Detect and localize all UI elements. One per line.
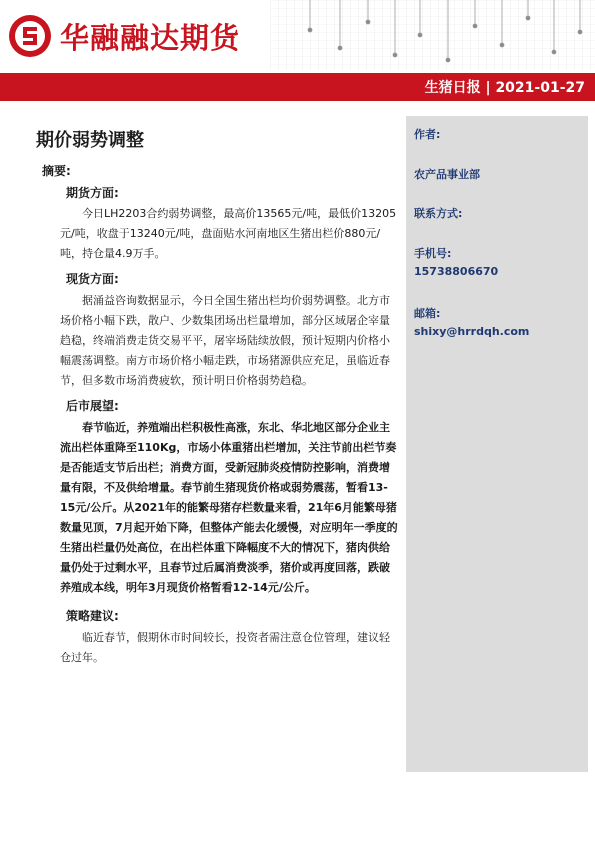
futures-heading: 期货方面:	[66, 186, 119, 200]
page-title: 期价弱势调整	[36, 130, 144, 151]
spot-heading: 现货方面:	[66, 272, 119, 286]
email-address[interactable]: shixy@hrrdqh.com	[414, 325, 530, 338]
company-logo-icon	[8, 14, 52, 58]
phone-number: 15738806670	[414, 265, 499, 278]
summary-label: 摘要:	[42, 164, 71, 178]
department: 农产品事业部	[414, 168, 480, 181]
outlook-heading: 后市展望:	[66, 399, 119, 413]
outlook-paragraph: 春节临近，养殖端出栏积极性高涨，东北、华北地区部分企业主流出栏体重降至110Kg，市场小体重猪出栏增加，关注节前出栏节奏是否能适支节后出栏；消费方面，受新冠肺炎疫情防控影响，消费增量有限，不及供给增量。春节前生猪现货价格或弱势震荡，暂看13-15元/公斤。从2021年的能繁母猪存栏数量来看，21年6月能繁母猪数量见顶，7月起开始下降，但整体产能去化缓慢，对应明年一季度的生猪出栏量仍处高位，在出栏体重下降幅度不大的情况下，猪肉供给量仍处于过剩水平，且春节过后属消费淡季，猪价或再度回落，跌破养殖成本线，明年3月现货价格暂看12-14元/公斤。	[60, 421, 398, 594]
report-type-date: 生猪日报 | 2021-01-27	[424, 80, 585, 96]
email-label: 邮箱:	[414, 307, 441, 320]
spot-paragraph: 据涌益咨询数据显示，今日全国生猪出栏均价弱势调整。北方市场价格小幅下跌，散户、少数集团场出栏量增加，部分区域屠企宰量趋稳，终端消费走货交易平平，屠宰场陆续放假，预计短期内价格小幅震荡调整。南方市场价格小幅走跌，市场猪源供应充足，虽临近春节，但多数市场消费疲软，预计明日价格弱势趋稳。	[60, 294, 390, 387]
futures-paragraph: 今日LH2203合约弱势调整，最高价13565元/吨，最低价13205元/吨，收盘于13240元/吨，盘面贴水河南地区生猪出栏价880元/吨，持仓量4.9万手。	[60, 207, 397, 260]
contact-label: 联系方式:	[414, 207, 463, 220]
phone-label: 手机号:	[414, 247, 452, 260]
strategy-paragraph: 临近春节，假期休市时间较长，投资者需注意仓位管理，建议轻仓过年。	[60, 631, 390, 664]
report-header	[0, 0, 595, 104]
brand-name: 华融融达期货	[60, 21, 241, 55]
strategy-heading: 策略建议:	[66, 609, 119, 623]
author-label: 作者:	[414, 128, 441, 141]
header-decoration	[270, 0, 595, 70]
